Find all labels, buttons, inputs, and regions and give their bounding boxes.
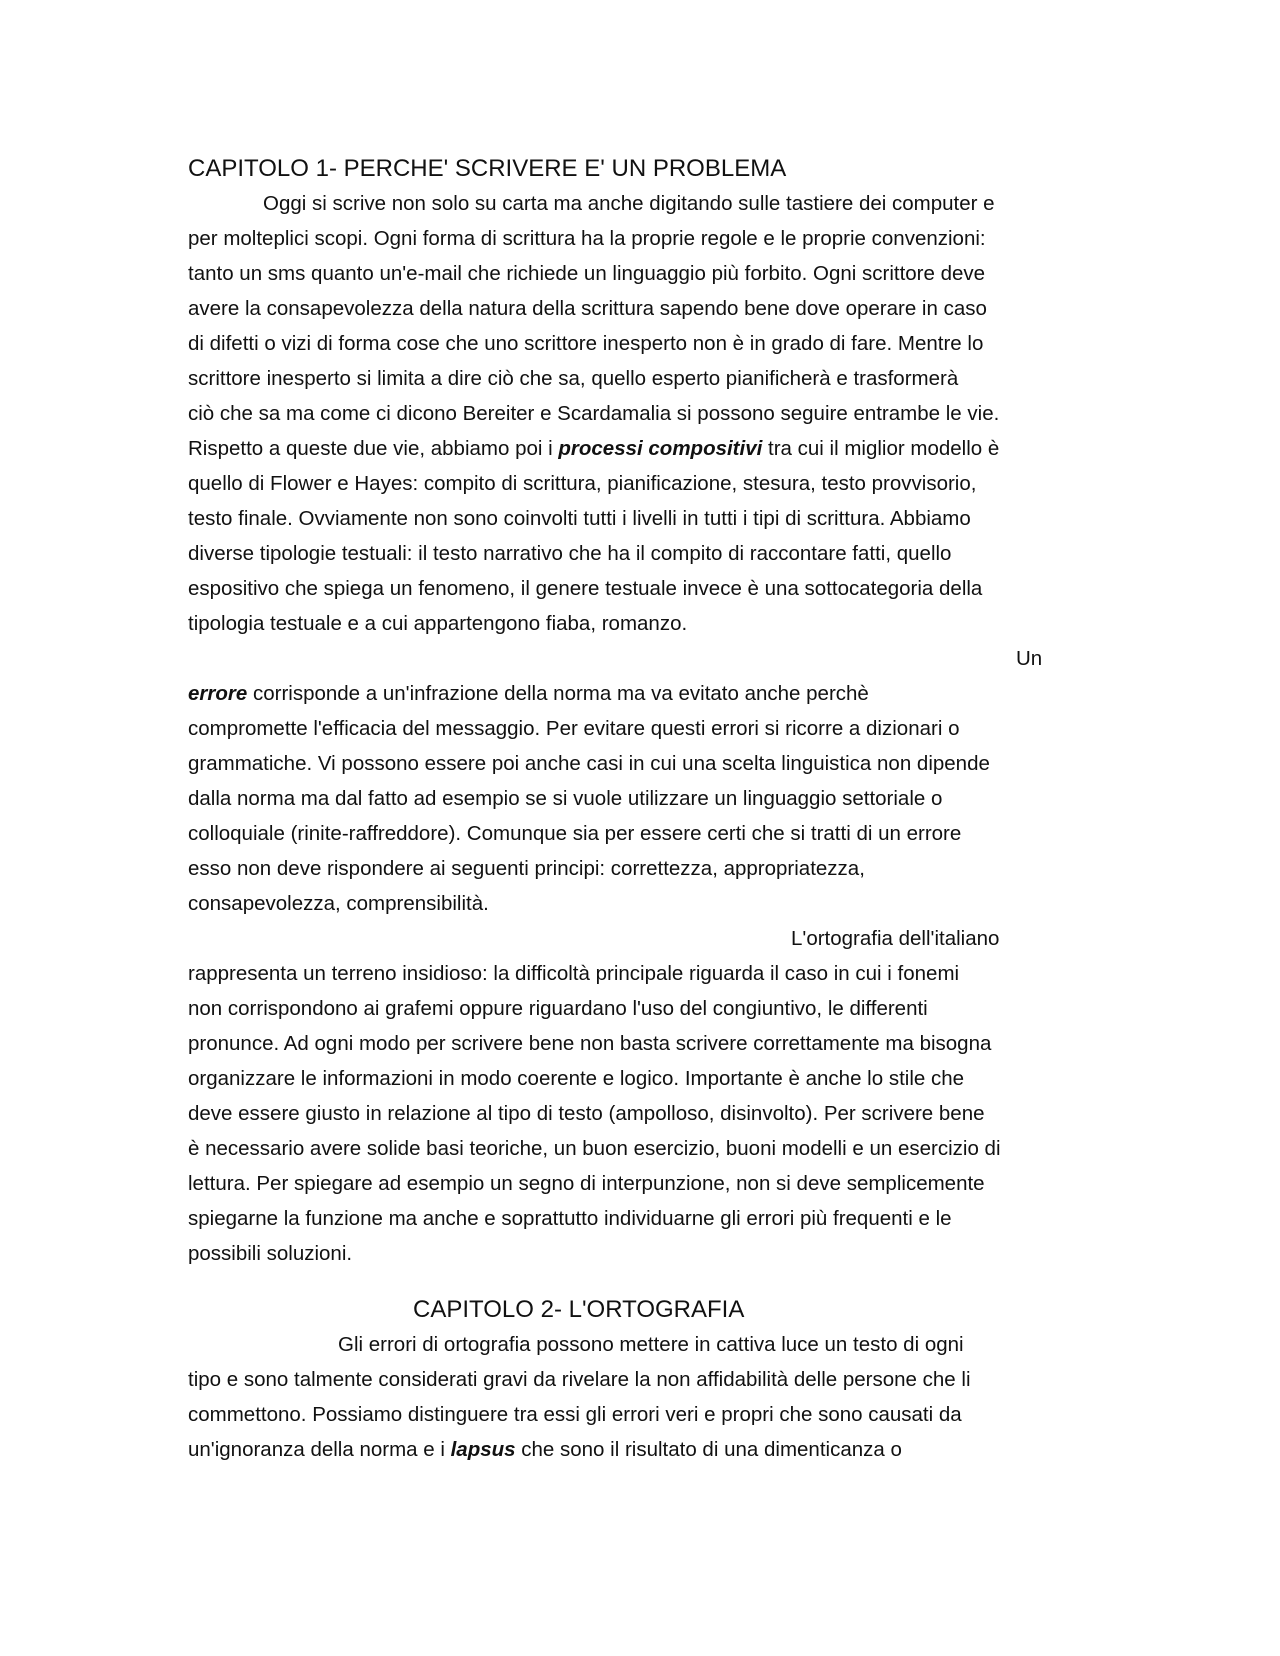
- emphasis-lapsus: lapsus: [450, 1438, 516, 1461]
- paragraph-line: rappresenta un terreno insidioso: la difficoltà principale riguarda il caso in cui i fonemi: [188, 962, 960, 985]
- line-text: che sono il risultato di una dimenticanza o: [515, 1438, 902, 1461]
- paragraph-line: tipologia testuale e a cui appartengono fiaba, romanzo.: [188, 612, 688, 635]
- line-text: tra cui il miglior modello è: [762, 437, 1000, 460]
- paragraph-line: compromette l'efficacia del messaggio. Per evitare questi errori si ricorre a dizionari o: [188, 717, 960, 740]
- paragraph-line: dalla norma ma dal fatto ad esempio se si vuole utilizzare un linguaggio settoriale o: [188, 787, 943, 810]
- line-text: Rispetto a queste due vie, abbiamo poi i: [188, 437, 559, 460]
- paragraph-line: per molteplici scopi. Ogni forma di scrittura ha la proprie regole e le proprie convenzioni:: [188, 227, 986, 250]
- paragraph-line: non corrispondono ai grafemi oppure riguardano l'uso del congiuntivo, le differenti: [188, 997, 928, 1020]
- paragraph-line: è necessario avere solide basi teoriche, un buon esercizio, buoni modelli e un esercizio di: [188, 1137, 1001, 1160]
- chapter2-title: CAPITOLO 2- L'ORTOGRAFIA: [413, 1296, 745, 1323]
- paragraph-line: Un: [1016, 647, 1043, 670]
- emphasis-processi-compositivi: processi compositivi: [558, 437, 763, 460]
- line-text: un'ignoranza della norma e i: [188, 1438, 451, 1461]
- paragraph-line: deve essere giusto in relazione al tipo di testo (ampolloso, disinvolto). Per scrivere bene: [188, 1102, 985, 1125]
- paragraph-line: colloquiale (rinite-raffreddore). Comunque sia per essere certi che si tratti di un errore: [188, 822, 962, 845]
- paragraph-line: [188, 431, 1088, 466]
- paragraph-line: consapevolezza, comprensibilità.: [188, 892, 489, 915]
- paragraph-line: possibili soluzioni.: [188, 1242, 353, 1265]
- paragraph-line: diverse tipologie testuali: il testo narrativo che ha il compito di raccontare fatti, quello: [188, 542, 952, 565]
- paragraph-line: L'ortografia dell'italiano: [791, 927, 1000, 950]
- paragraph-line: [188, 1432, 1088, 1467]
- paragraph-line: ciò che sa ma come ci dicono Bereiter e Scardamalia si possono seguire entrambe le vie.: [188, 402, 1000, 425]
- paragraph-line: tipo e sono talmente considerati gravi da rivelare la non affidabilità delle persone che li: [188, 1368, 971, 1391]
- chapter1-title: CAPITOLO 1- PERCHE' SCRIVERE E' UN PROBLEMA: [188, 155, 787, 182]
- paragraph-line: avere la consapevolezza della natura della scrittura sapendo bene dove operare in caso: [188, 297, 987, 320]
- line-text: corrisponde a un'infrazione della norma ma va evitato anche perchè: [247, 682, 869, 705]
- paragraph-line: esso non deve rispondere ai seguenti principi: correttezza, appropriatezza,: [188, 857, 865, 880]
- paragraph-line: scrittore inesperto si limita a dire ciò che sa, quello esperto pianificherà e trasformerà: [188, 367, 959, 390]
- paragraph-line: grammatiche. Vi possono essere poi anche casi in cui una scelta linguistica non dipende: [188, 752, 990, 775]
- paragraph-line: tanto un sms quanto un'e-mail che richiede un linguaggio più forbito. Ogni scrittore deve: [188, 262, 986, 285]
- paragraph-line: commettono. Possiamo distinguere tra essi gli errori veri e propri che sono causati da: [188, 1403, 962, 1426]
- paragraph-line: pronunce. Ad ogni modo per scrivere bene non basta scrivere correttamente ma bisogna: [188, 1032, 992, 1055]
- paragraph-line: quello di Flower e Hayes: compito di scrittura, pianificazione, stesura, testo provvisorio,: [188, 472, 977, 495]
- paragraph-line: di difetti o vizi di forma cose che uno scrittore inesperto non è in grado di fare. Mentre lo: [188, 332, 984, 355]
- emphasis-errore: errore: [188, 682, 248, 705]
- page-content: [188, 152, 1088, 1467]
- paragraph-line: testo finale. Ovviamente non sono coinvolti tutti i livelli in tutti i tipi di scrittura. Abbiamo: [188, 507, 971, 530]
- paragraph-line: [188, 676, 1088, 711]
- paragraph-line: Oggi si scrive non solo su carta ma anche digitando sulle tastiere dei computer e: [263, 192, 995, 215]
- paragraph-line: spiegarne la funzione ma anche e soprattutto individuarne gli errori più frequenti e le: [188, 1207, 952, 1230]
- paragraph-line: espositivo che spiega un fenomeno, il genere testuale invece è una sottocategoria della: [188, 577, 983, 600]
- paragraph-line: lettura. Per spiegare ad esempio un segno di interpunzione, non si deve semplicemente: [188, 1172, 985, 1195]
- paragraph-line: organizzare le informazioni in modo coerente e logico. Importante è anche lo stile che: [188, 1067, 965, 1090]
- paragraph-line: Gli errori di ortografia possono mettere in cattiva luce un testo di ogni: [338, 1333, 964, 1356]
